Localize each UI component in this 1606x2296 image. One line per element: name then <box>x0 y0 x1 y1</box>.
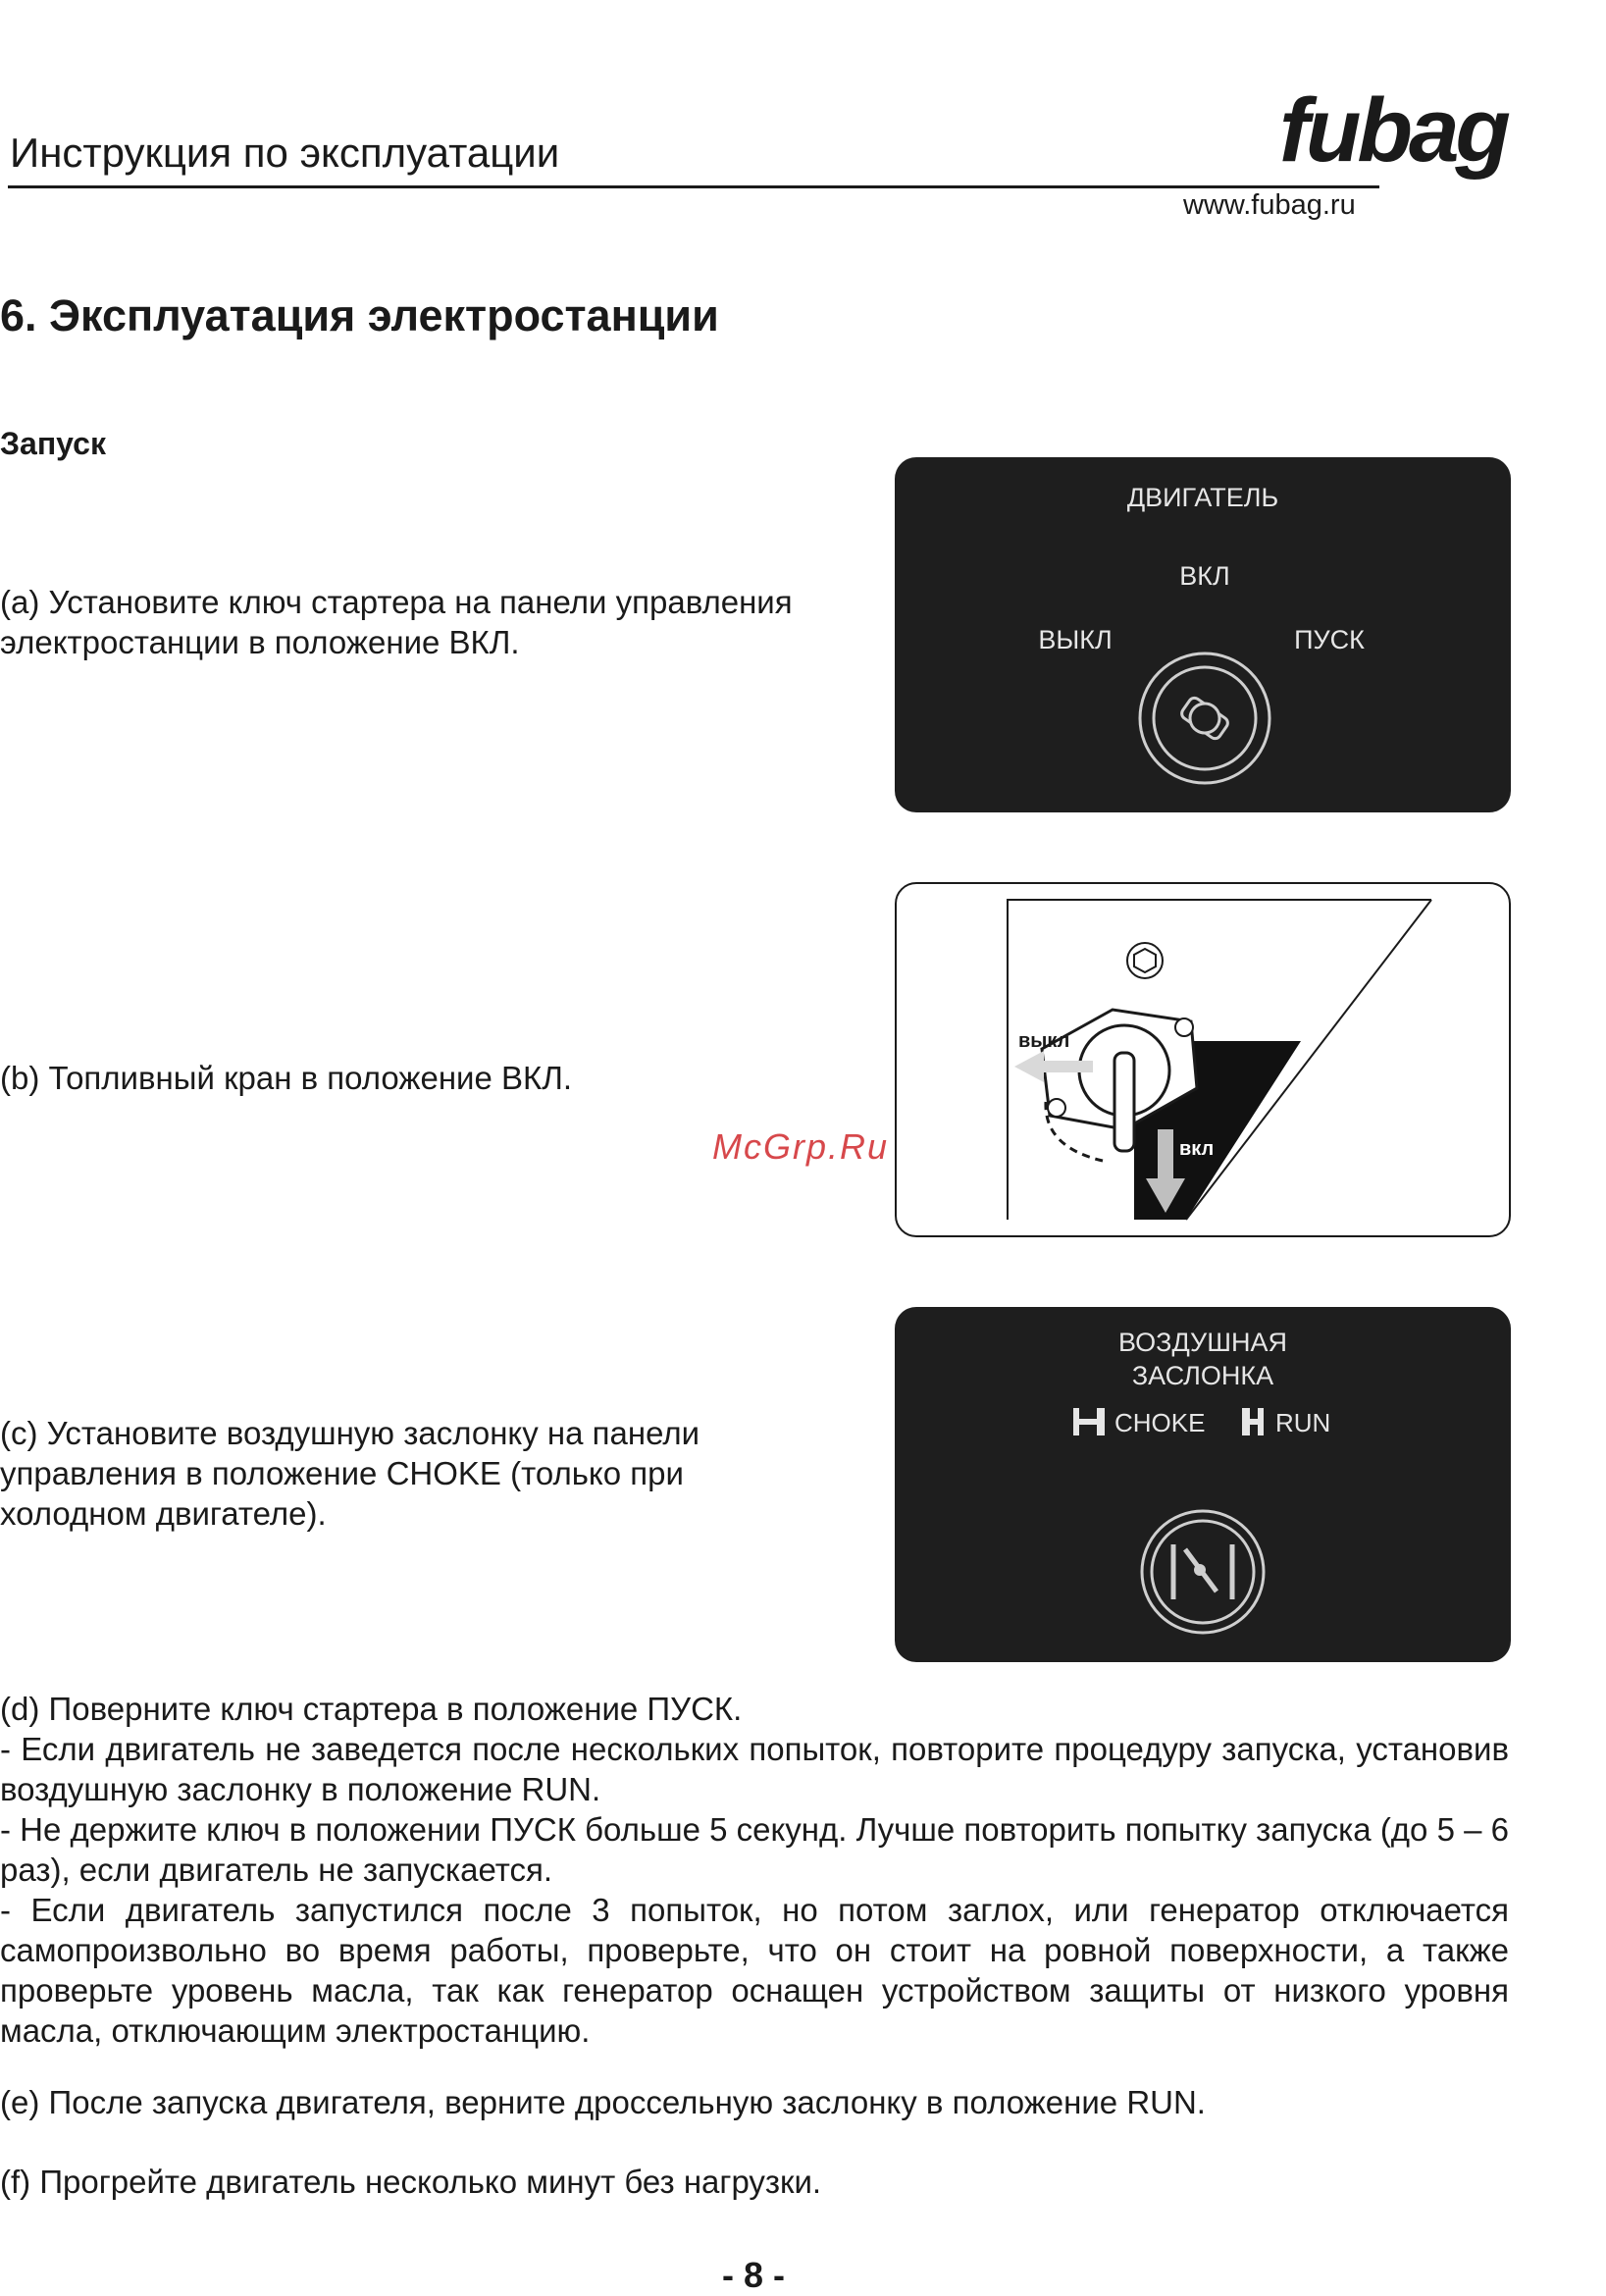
choke-label: CHOKE <box>1114 1408 1206 1437</box>
run-symbol-icon <box>1242 1408 1264 1435</box>
run-label: RUN <box>1275 1408 1331 1437</box>
website-url: www.fubag.ru <box>1183 189 1356 221</box>
fubag-logo <box>1277 80 1513 203</box>
valve-off-label: выкл <box>1018 1030 1070 1052</box>
step-d-note-2: - Не держите ключ в положении ПУСК больше 5 секунд. Лучше повторить попытку запуска (до 5 – 6 раз), если двигатель не запускается. <box>0 1811 1509 1888</box>
step-d-text: (d) Поверните ключ стартера в положение ПУСК. <box>0 1691 743 1727</box>
choke-title-line2: ЗАСЛОНКА <box>1131 1361 1274 1390</box>
valve-on-label: вкл <box>1179 1138 1215 1160</box>
svg-text:fubag: fubag <box>1279 80 1510 181</box>
subsection-title: Запуск <box>0 426 106 461</box>
section-title: 6. Эксплуатация электростанции <box>0 290 719 340</box>
choke-lever-icon <box>1142 1511 1264 1633</box>
engine-switch-panel <box>895 457 1511 812</box>
step-b-text: (b) Топливный кран в положение ВКЛ. <box>0 1060 573 1096</box>
bolt-icon <box>1127 943 1163 978</box>
switch-off-label: ВЫКЛ <box>1038 625 1113 654</box>
choke-panel <box>895 1307 1511 1662</box>
step-d-note-3: - Если двигатель запустился после 3 попыток, но потом заглох, или генератор отключается самопроизвольно во время работы, проверьте, что он стоит на ровной поверхности, а также проверьте уровень масла, так как генератор оснащен устройством защиты от низкого уровня масла, отключающим электростанцию. <box>0 1892 1509 2049</box>
engine-switch-title: ДВИГАТЕЛЬ <box>1126 483 1279 512</box>
step-a-text: (a) Установите ключ стартера на панели управления электростанции в положение ВКЛ. <box>0 584 793 660</box>
step-d-note-1: - Если двигатель не заведется после нескольких попыток, повторите процедуру запуска, установив воздушную заслонку в положение RUN. <box>0 1731 1509 1807</box>
step-d-block <box>0 1689 1509 2051</box>
choke-symbol-icon <box>1073 1408 1105 1435</box>
switch-start-label: ПУСК <box>1294 625 1365 654</box>
fuel-valve-panel <box>895 882 1511 1237</box>
page-number: - 8 - <box>722 2255 786 2295</box>
step-c-text: (c) Установите воздушную заслонку на панели управления в положение CHOKE (только при холодном двигателе). <box>0 1415 700 1532</box>
key-switch-icon <box>1140 653 1269 783</box>
choke-title-line1: ВОЗДУШНАЯ <box>1118 1328 1287 1357</box>
watermark: McGrp.Ru <box>712 1126 890 1167</box>
header-rule <box>8 185 1379 188</box>
switch-on-label: ВКЛ <box>1179 561 1230 591</box>
step-f-text: (f) Прогрейте двигатель несколько минут без нагрузки. <box>0 2164 822 2200</box>
step-e-text: (e) После запуска двигателя, верните дроссельную заслонку в положение RUN. <box>0 2084 1206 2120</box>
document-title: Инструкция по эксплуатации <box>10 130 560 176</box>
